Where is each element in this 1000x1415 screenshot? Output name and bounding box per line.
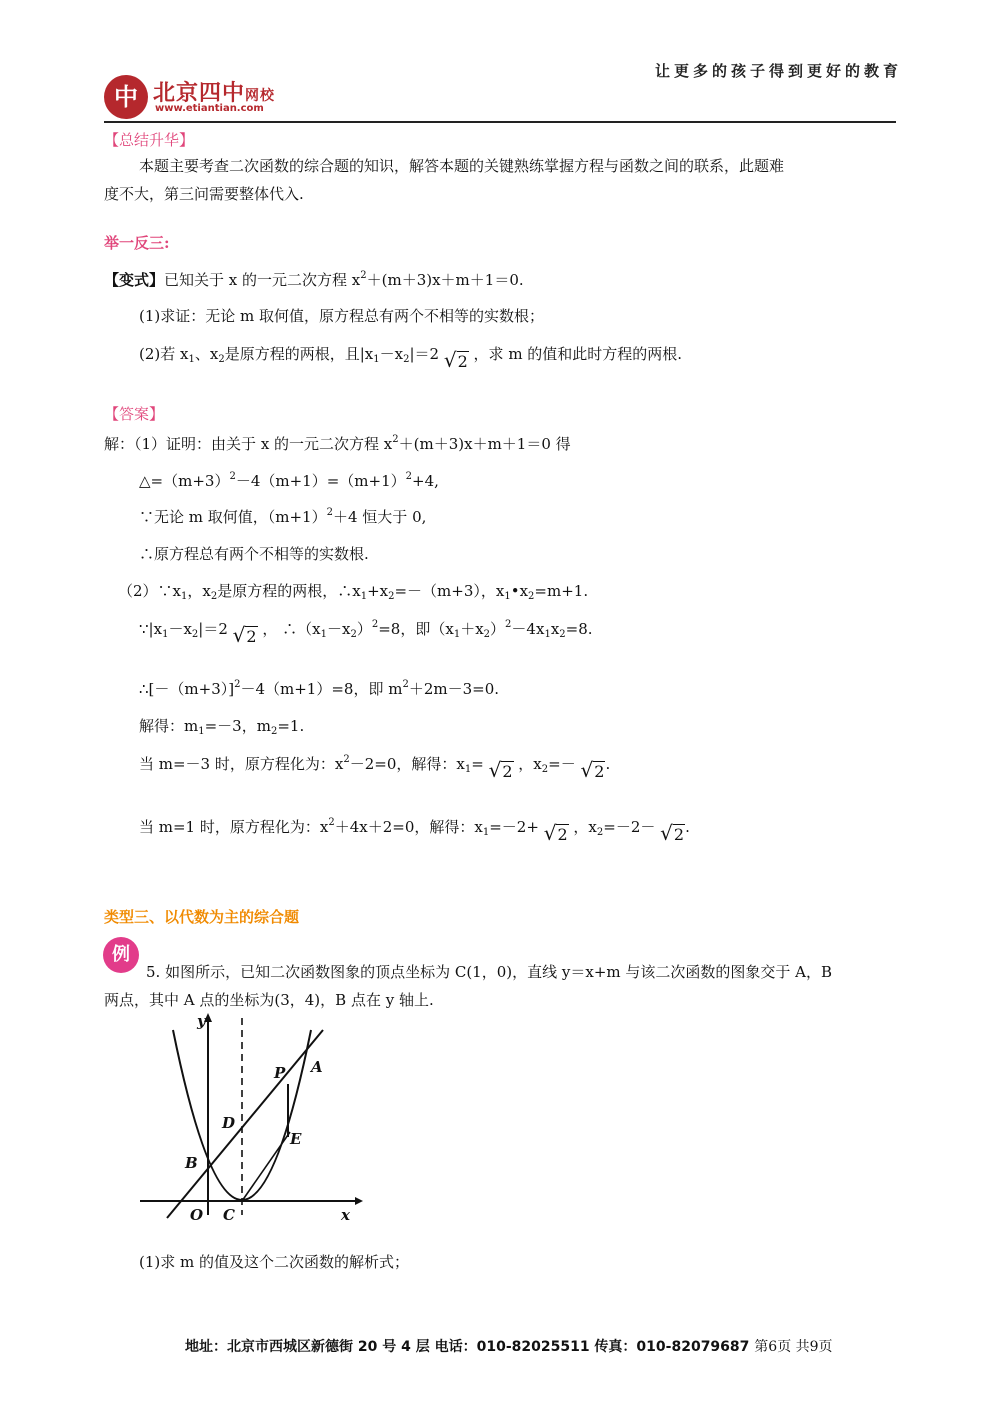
text: ＋2m－3=0.	[408, 680, 500, 698]
sup: 2	[360, 270, 367, 281]
text: ＋4 恒大于 0,	[332, 508, 427, 526]
text: ，x	[187, 582, 211, 600]
text: －2=0，解得：x	[349, 755, 465, 773]
radical: √	[443, 348, 457, 372]
text: ， ∴（x	[262, 620, 321, 638]
sup: 2	[392, 434, 399, 445]
answer-line-8	[139, 716, 304, 736]
text: •x	[510, 582, 529, 600]
footer-address: 地址：北京市西城区新德街 20 号 4 层 电话：010-82025511 传真：010-82079687	[185, 1339, 750, 1355]
sup: 2	[326, 507, 333, 518]
stem-text-a: 已知关于 x 的一元二次方程 x	[164, 271, 361, 289]
text: |＝2	[198, 620, 228, 638]
q2-text: －x	[379, 345, 404, 363]
text: －x	[168, 620, 192, 638]
text: 解：（1）证明：由关于 x 的一元二次方程 x	[104, 435, 393, 453]
header-slogan: 让更多的孩子得到更好的教育	[655, 62, 903, 80]
answer-heading: 【答案】	[104, 405, 165, 423]
example-5-question-1: (1)求 m 的值及这个二次函数的解析式；	[139, 1253, 410, 1271]
text: =8.	[565, 620, 593, 638]
sub: 1	[464, 764, 472, 775]
sub: 2	[270, 726, 278, 737]
text: =－（m+3），x	[394, 582, 505, 600]
radical: √	[488, 758, 502, 782]
text: =－2+	[489, 818, 539, 836]
sup: 2	[505, 619, 512, 630]
label-d: D	[222, 1114, 236, 1132]
sub: 1	[181, 591, 188, 602]
sup: 2	[328, 817, 335, 828]
stem-text-b: ＋(m＋3)x＋m＋1＝0.	[366, 271, 524, 289]
page-footer	[185, 1336, 833, 1356]
label-o: O	[190, 1206, 204, 1224]
sub: 1	[453, 629, 461, 640]
radical: √	[232, 623, 246, 647]
header-divider	[104, 121, 896, 123]
radicand: 2	[246, 627, 257, 646]
label-p: P	[274, 1064, 286, 1082]
text: +4,	[412, 472, 439, 490]
sup: 2	[402, 679, 409, 690]
answer-line-2	[139, 471, 439, 491]
sqrt-2	[489, 760, 514, 782]
segment-ce	[242, 1132, 290, 1201]
text: 解得：m	[139, 717, 199, 735]
summary-line-2: 度不大，第三问需要整体代入.	[104, 185, 304, 203]
sub: 1	[198, 726, 205, 737]
text: －4（m+1）=8，即 m	[240, 680, 403, 698]
label-y: y	[197, 1012, 206, 1030]
sup: 2	[343, 754, 350, 765]
sqrt-2	[581, 760, 606, 782]
sqrt-2	[660, 823, 685, 845]
label-e: E	[290, 1130, 302, 1148]
answer-line-1	[104, 434, 571, 454]
radicand: 2	[557, 825, 568, 844]
radical: √	[543, 821, 557, 845]
sub: 1	[320, 629, 327, 640]
variant-stem	[104, 270, 524, 290]
variant-question-2	[139, 342, 683, 372]
text: x	[550, 620, 560, 638]
sub: 2	[210, 591, 218, 602]
text: －x	[327, 620, 351, 638]
radicand: 2	[673, 825, 685, 844]
sub: 1	[373, 354, 380, 365]
text: =1.	[277, 717, 305, 735]
answer-line-6	[139, 617, 593, 647]
sub: 2	[528, 591, 535, 602]
text: =m+1.	[534, 582, 589, 600]
school-logo-emblem: 中	[104, 75, 148, 119]
answer-line-4: ∴原方程总有两个不相等的实数根.	[139, 545, 369, 563]
text: =	[471, 755, 484, 773]
sub: 2	[596, 827, 604, 838]
x-axis-arrow	[355, 1197, 363, 1205]
text: ）	[356, 620, 372, 638]
example-5-line-2: 两点，其中 A 点的坐标为(3，4)，B 点在 y 轴上.	[104, 991, 434, 1009]
text: （2）∵x	[118, 582, 182, 600]
page-number: 第6页 共9页	[754, 1339, 833, 1355]
parabola-line-figure	[135, 1010, 365, 1225]
sub: 2	[218, 354, 225, 365]
answer-line-5	[118, 581, 588, 601]
answer-line-7	[139, 679, 499, 699]
school-logo-url: www.etiantian.com	[155, 103, 264, 114]
q2-text: ，求 m 的值和此时方程的两根.	[473, 345, 683, 363]
label-a: A	[311, 1058, 323, 1076]
label-x: x	[341, 1206, 350, 1224]
q2-text: |＝2	[409, 345, 440, 363]
text: ）	[490, 620, 506, 638]
summary-heading: 【总结升华】	[104, 131, 195, 149]
text: ∵无论 m 取何值，（m+1）	[139, 508, 327, 526]
radicand: 2	[457, 352, 468, 371]
sub: 1	[482, 827, 490, 838]
text: ＋4x＋2=0，解得：x	[334, 818, 483, 836]
example-5-line-1: 5. 如图所示，已知二次函数图象的顶点坐标为 C(1，0)，直线 y＝x+m 与该二次函数的图象交于 A，B	[146, 963, 833, 981]
example-badge: 例	[103, 937, 139, 973]
practice-heading: 举一反三:	[104, 234, 170, 252]
sub: 2	[191, 629, 199, 640]
line-ab	[167, 1030, 323, 1218]
radical: √	[580, 758, 594, 782]
text: ，x	[518, 755, 542, 773]
radicand: 2	[502, 762, 513, 781]
answer-line-10	[139, 815, 690, 845]
q2-text: 、x	[194, 345, 219, 363]
logo-suffix-text: 网校	[245, 88, 276, 104]
logo-name-text: 北京四中	[153, 81, 246, 106]
radical: √	[660, 821, 673, 845]
q2-text: 是原方程的两根，且|x	[224, 345, 374, 363]
sub: 2	[483, 629, 491, 640]
sub: 2	[541, 764, 549, 775]
text: ＋(m＋3)x＋m＋1＝0 得	[398, 435, 571, 453]
text: .	[685, 818, 690, 836]
sub: 1	[188, 354, 195, 365]
label-b: B	[185, 1154, 198, 1172]
text: ∴[－（m+3）]	[139, 680, 235, 698]
sup: 2	[371, 619, 379, 630]
sub: 1	[504, 591, 511, 602]
text: －4x	[511, 620, 545, 638]
text: =－3，m	[204, 717, 271, 735]
sup: 2	[234, 679, 241, 690]
text: △=（m+3）	[139, 472, 230, 490]
sub: 1	[544, 629, 551, 640]
text: +x	[367, 582, 389, 600]
radicand: 2	[594, 762, 605, 781]
sub: 2	[559, 629, 566, 640]
variant-question-1: (1)求证：无论 m 取何值，原方程总有两个不相等的实数根；	[139, 307, 545, 325]
text: 当 m=－3 时，原方程化为：x	[139, 755, 344, 773]
text: =－2－	[603, 818, 656, 836]
answer-line-9	[139, 752, 611, 782]
text: 是原方程的两根，∴x	[217, 582, 361, 600]
text: =8，即（x	[378, 620, 454, 638]
answer-line-3	[139, 507, 426, 527]
text: ＋x	[460, 620, 484, 638]
sub: 1	[162, 629, 169, 640]
summary-line-1: 本题主要考查二次函数的综合题的知识，解答本题的关键熟练掌握方程与函数之间的联系，此题难	[139, 157, 785, 175]
sqrt-2	[233, 625, 258, 647]
sub: 2	[403, 354, 410, 365]
type3-heading: 类型三、以代数为主的综合题	[104, 908, 300, 926]
text: ，x	[573, 818, 597, 836]
text: 当 m=1 时，原方程化为：x	[139, 818, 329, 836]
sub: 2	[388, 591, 395, 602]
q2-text: (2)若 x	[139, 345, 189, 363]
sub: 2	[350, 629, 357, 640]
text: .	[605, 755, 611, 773]
sub: 1	[360, 591, 368, 602]
label-c: C	[223, 1206, 235, 1224]
variant-label: 【变式】	[104, 271, 165, 289]
text: =－	[548, 755, 576, 773]
text: ∵|x	[139, 620, 163, 638]
sqrt-2	[544, 823, 569, 845]
sup: 2	[405, 471, 412, 482]
sup: 2	[229, 471, 236, 482]
text: －4（m+1）=（m+1）	[235, 472, 406, 490]
sqrt-2	[444, 350, 469, 372]
